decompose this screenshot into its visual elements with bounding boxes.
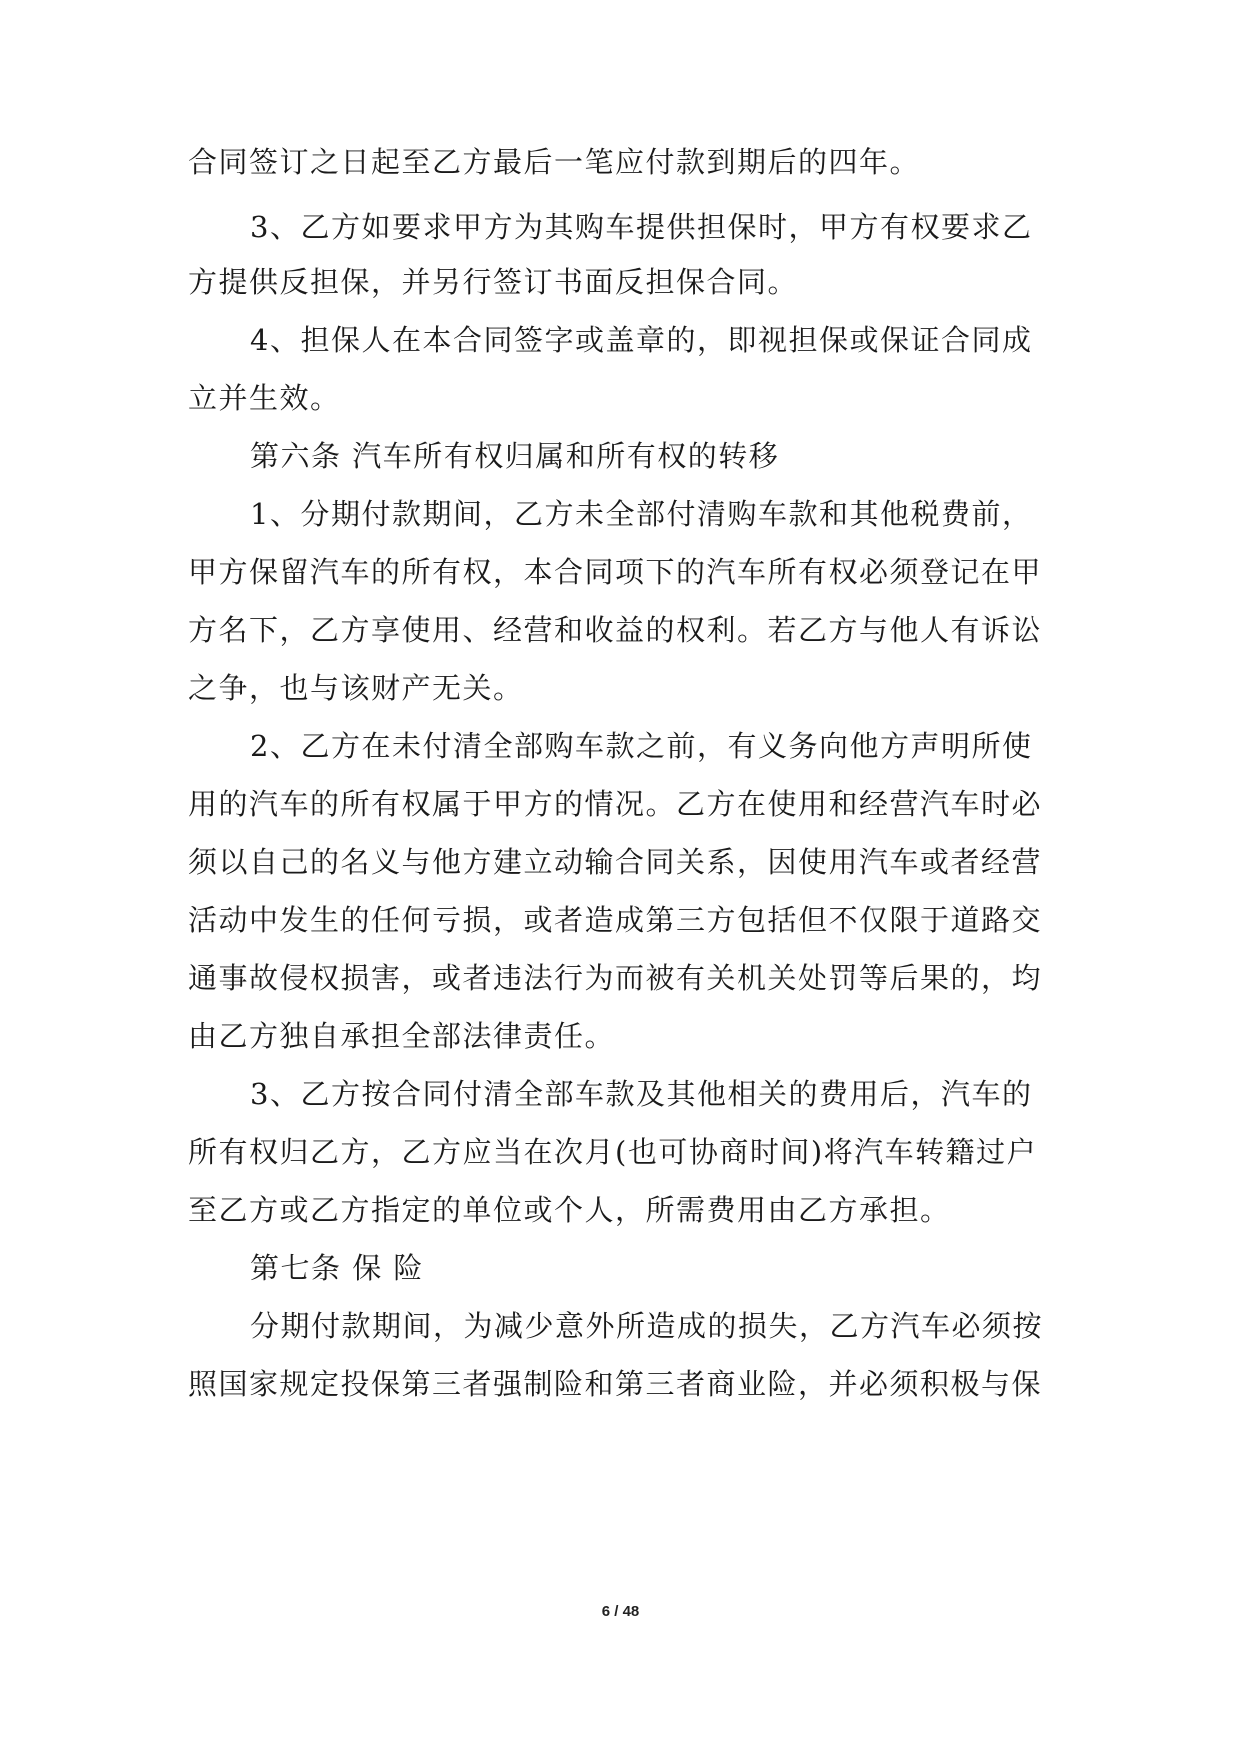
text-line: 4、担保人在本合同签字或盖章的，即视担保或保证合同成 [250, 323, 1033, 357]
text-line: 由乙方独自承担全部法律责任。 [188, 1019, 616, 1053]
page-number: 6 / 48 [601, 1603, 640, 1620]
text-line: 照国家规定投保第三者强制险和第三者商业险，并必须积极与保 [188, 1367, 1043, 1401]
text-line: 通事故侵权损害，或者违法行为而被有关机关处罚等后果的，均 [188, 961, 1043, 995]
text-line: 须以自己的名义与他方建立动输合同关系，因使用汽车或者经营 [188, 845, 1043, 879]
text-line: 所有权归乙方，乙方应当在次月(也可协商时间)将汽车转籍过户 [188, 1135, 1038, 1169]
text-line: 甲方保留汽车的所有权，本合同项下的汽车所有权必须登记在甲 [188, 555, 1043, 589]
text-line: 分期付款期间，为减少意外所造成的损失，乙方汽车必须按 [250, 1309, 1044, 1343]
text-line: 至乙方或乙方指定的单位或个人，所需费用由乙方承担。 [188, 1193, 951, 1227]
text-line: 立并生效。 [188, 381, 341, 415]
text-line: 合同签订之日起至乙方最后一笔应付款到期后的四年。 [188, 145, 921, 179]
text-line: 1、分期付款期间，乙方未全部付清购车款和其他税费前， [250, 497, 1033, 531]
text-line: 方名下，乙方享使用、经营和收益的权利。若乙方与他人有诉讼 [188, 613, 1043, 647]
text-line: 2、乙方在未付清全部购车款之前，有义务向他方声明所使 [250, 729, 1033, 763]
text-line: 3、乙方如要求甲方为其购车提供担保时，甲方有权要求乙 [250, 210, 1033, 244]
text-line: 用的汽车的所有权属于甲方的情况。乙方在使用和经营汽车时必 [188, 787, 1043, 821]
text-line: 之争，也与该财产无关。 [188, 671, 524, 705]
text-line: 方提供反担保，并另行签订书面反担保合同。 [188, 265, 799, 299]
text-line: 活动中发生的任何亏损，或者造成第三方包括但不仅限于道路交 [188, 903, 1043, 937]
text-line: 3、乙方按合同付清全部车款及其他相关的费用后，汽车的 [250, 1077, 1033, 1111]
section-heading: 第六条 汽车所有权归属和所有权的转移 [250, 439, 780, 473]
section-heading: 第七条 保 险 [250, 1251, 424, 1285]
